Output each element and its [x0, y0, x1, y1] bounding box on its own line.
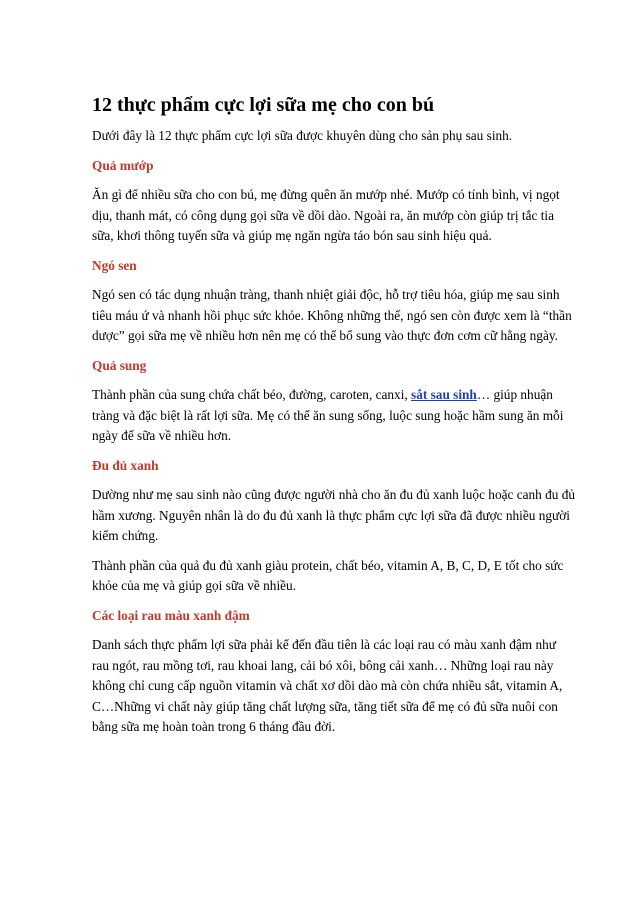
section-paragraph [92, 385, 576, 447]
section-paragraph: Thành phần của quả đu đủ xanh giàu protein, chất béo, vitamin A, B, C, D, E tốt cho sức khỏe của mẹ và giúp gọi sữa về nhiều. [92, 557, 564, 593]
section-rau-xanh-dam [92, 606, 576, 738]
section-heading: Quả mướp [92, 157, 154, 173]
section-ngo-sen [92, 256, 576, 347]
page-title: 12 thực phẩm cực lợi sữa mẹ cho con bú [92, 94, 435, 116]
section-qua-muop [92, 156, 576, 247]
paragraph-text: Thành phần của sung chứa chất béo, đường, caroten, canxi, [92, 387, 412, 402]
paragraph-text: … giúp nhuận tràng và đặc biệt là rất lợi sữa. Mẹ có thể ăn sung sống, luộc sung hoặc hầm sung ăn mỗi ngày để sữa về nhiều hơn. [92, 387, 564, 443]
intro-paragraph: Dưới đây là 12 thực phẩm cực lợi sữa được khuyên dùng cho sản phụ sau sinh. [92, 128, 513, 143]
section-heading: Đu đủ xanh [92, 457, 159, 473]
section-heading: Các loại rau màu xanh đậm [92, 607, 250, 623]
article-body [92, 126, 576, 747]
section-paragraph: Dường như mẹ sau sinh nào cũng được người nhà cho ăn đu đủ xanh luộc hoặc canh đu đủ hầm xương. Nguyên nhân là do đu đủ xanh là thực phẩm cực lợi sữa đã được nhiều người kiểm chứng. [92, 487, 576, 543]
section-paragraph: Ngó sen có tác dụng nhuận tràng, thanh nhiệt giải độc, hỗ trợ tiêu hóa, giúp mẹ sau sinh tiêu máu ứ và nhanh hồi phục sức khỏe. Không những thế, ngó sen còn được xem là “thần dược” gọi sữa mẹ về nhiều hơn nên mẹ có thể bổ sung vào thực đơn cơm cữ hằng ngày. [92, 287, 572, 343]
sat-sau-sinh-link[interactable]: sắt sau sinh [411, 387, 477, 402]
section-heading: Ngó sen [92, 257, 137, 273]
section-qua-sung [92, 356, 576, 447]
section-paragraph: Danh sách thực phẩm lợi sữa phải kể đến đầu tiên là các loại rau có màu xanh đậm như rau ngót, rau mồng tơi, rau khoai lang, cải bó xôi, bông cải xanh… Những loại rau này không chỉ cung cấp nguồn vitamin và chất xơ dồi dào mà còn chứa nhiều sắt, vitamin A, C…Những vi chất này giúp tăng chất lượng sữa, tăng tiết sữa để mẹ có đủ sữa nuôi con bằng sữa mẹ hoàn toàn trong 6 tháng đầu đời. [92, 637, 563, 734]
section-du-du-xanh [92, 456, 576, 597]
section-paragraph: Ăn gì để nhiều sữa cho con bú, mẹ đừng quên ăn mướp nhé. Mướp có tính bình, vị ngọt dịu, thanh mát, có công dụng gọi sữa về dồi dào. Ngoài ra, ăn mướp còn giúp trị tắc tia sữa, khơi thông tuyến sữa và giúp mẹ ngăn ngừa táo bón sau sinh hiệu quả. [92, 187, 560, 243]
section-heading: Quả sung [92, 357, 147, 373]
